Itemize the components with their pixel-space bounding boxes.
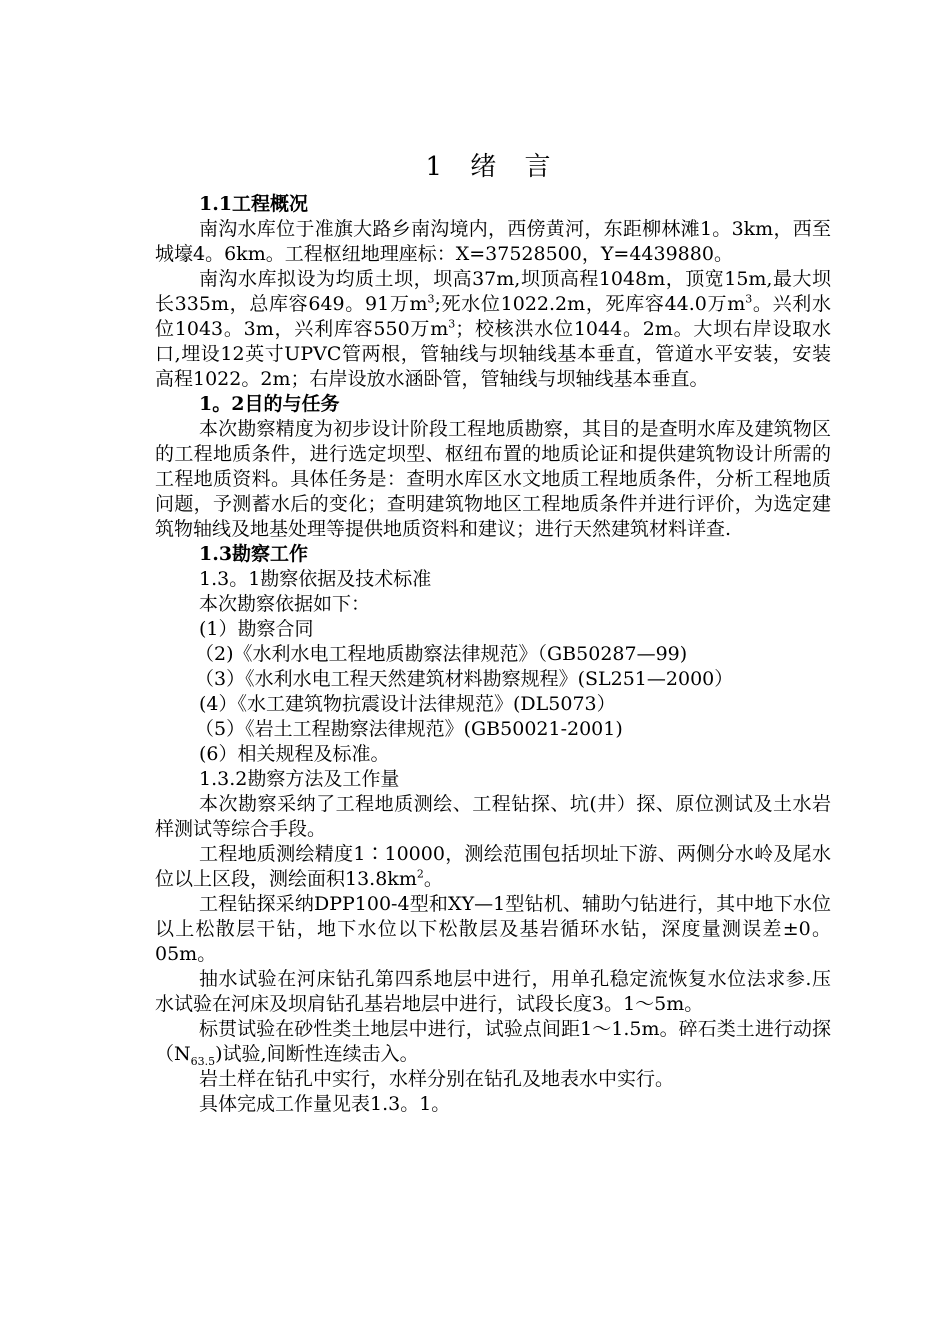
dam-text-d: ；校核洪水位1044。2m。大坝右岸设取水口,埋设12英寸UPVC管两根，管轴线与坝轴线基本垂直，管道水平安装，安装高程1022。2m；右岸设放水涵卧管，管轴线与坝轴线基本垂直。 <box>155 318 831 390</box>
chapter-title: 1 绪 言 <box>425 152 561 182</box>
superscript: 3 <box>427 292 435 306</box>
paragraph-dam-parameters <box>155 267 831 392</box>
section-heading-1-1: 1.1工程概况 <box>199 193 309 215</box>
basis-item: (6）相关规程及标准。 <box>199 743 390 765</box>
basis-item: （3）《水利水电工程天然建筑材料勘察规程》(SL251—2000） <box>195 668 734 690</box>
paragraph-sampling: 岩土样在钻孔中实行，水样分别在钻孔及地表水中实行。 <box>199 1068 675 1090</box>
mapping-text-a: 工程地质测绘精度1∶10000，测绘范围包括坝址下游、两侧分水岭及尾水位以上区段，测绘面积13.8km <box>155 843 831 890</box>
paragraph-pumping-test: 抽水试验在河床钻孔第四系地层中进行，用单孔稳定流恢复水位法求参.压水试验在河床及坝肩钻孔基岩地层中进行，试段长度3。1～5m。 <box>155 968 831 1015</box>
section-heading-1-2: 1。2目的与任务 <box>199 393 340 415</box>
subsection-heading-1-3-2: 1.3.2勘察方法及工作量 <box>199 768 400 790</box>
paragraph-purpose: 本次勘察精度为初步设计阶段工程地质勘察，其目的是查明水库及建筑物区的工程地质条件，进行选定坝型、枢纽布置的地质论证和提供建筑物设计所需的工程地质资料。具体任务是：查明水库区水文地质工程地质条件，分析工程地质问题，予测蓄水后的变化；查明建筑物地区工程地质条件并进行评价，为选定建筑物轴线及地基处理等提供地质资料和建议；进行天然建筑材料详查. <box>155 418 831 540</box>
document-body <box>155 150 831 1117</box>
basis-item: (4）《水工建筑物抗震设计法律规范》(DL5073） <box>199 693 616 715</box>
paragraph-location: 南沟水库位于准旗大路乡南沟境内，西傍黄河，东距柳林滩1。3km，西至城壕4。6km。工程枢纽地理座标：X=37528500，Y=4439880。 <box>155 218 831 265</box>
dam-text-c: 。兴利水位1043。3m，兴利库容550万m <box>155 293 831 340</box>
paragraph-methods: 本次勘察采纳了工程地质测绘、工程钻探、坑(井）探、原位测试及土水岩样测试等综合手段。 <box>155 793 831 840</box>
paragraph-mapping <box>155 842 831 892</box>
spt-text-a: 标贯试验在砂性类土地层中进行，试验点间距1～1.5m。碎石类土进行动探（N <box>155 1018 831 1065</box>
paragraph-spt <box>155 1017 831 1067</box>
mapping-text-b: 。 <box>423 868 443 890</box>
basis-item: (1）勘察合同 <box>199 618 314 640</box>
superscript: 3 <box>745 292 753 306</box>
dam-text-a: 南沟水库拟设为均质土坝，坝高37m,坝顶高程1048m，顶宽15m,最大坝长335m，总库容649。91万m <box>155 268 831 315</box>
spt-text-b: )试验,间断性连续击入。 <box>215 1043 419 1065</box>
subscript: 63.5 <box>190 1054 216 1068</box>
superscript: 3 <box>448 317 456 331</box>
dam-text-b: ;死水位1022.2m，死库容44.0万m <box>434 293 746 315</box>
basis-item: （2)《水利水电工程地质勘察法律规范》（GB50287—99) <box>195 643 688 665</box>
subsection-heading-1-3-1: 1.3。1勘察依据及技术标准 <box>199 568 432 590</box>
superscript: 2 <box>416 867 424 881</box>
basis-intro: 本次勘察依据如下： <box>199 593 371 615</box>
section-heading-1-3: 1.3勘察工作 <box>199 543 309 565</box>
basis-item: （5）《岩土工程勘察法律规范》(GB50021-2001) <box>195 718 623 740</box>
paragraph-drilling: 工程钻探采纳DPP100-4型和XY—1型钻机、辅助勺钻进行，其中地下水位以上松散层干钻，地下水位以下松散层及基岩循环水钻，深度量测误差±0。05m。 <box>155 893 831 965</box>
paragraph-workload: 具体完成工作量见表1.3。1。 <box>199 1093 451 1115</box>
